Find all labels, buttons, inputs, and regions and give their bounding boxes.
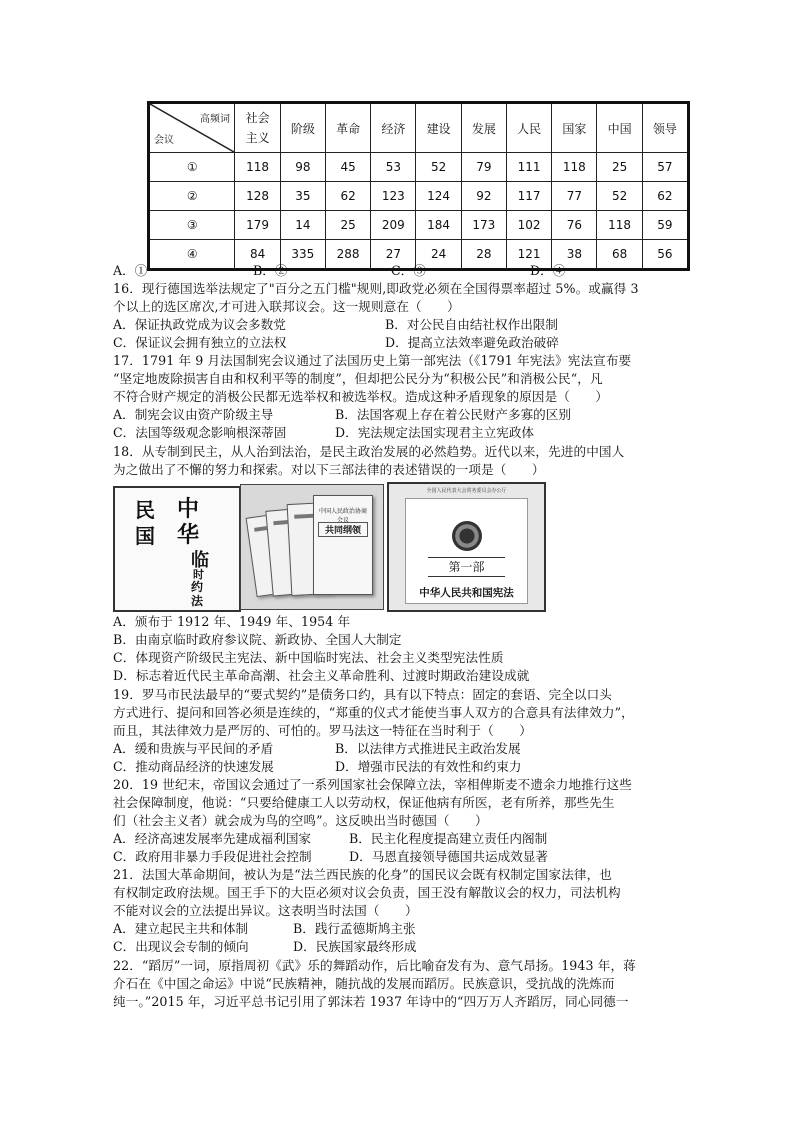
calligraphy-char: 约 (191, 580, 204, 594)
calligraphy-char: 民 (135, 498, 155, 522)
table-cell: 102 (506, 211, 551, 240)
book-cover-title: 共同纲领 (318, 522, 368, 537)
table-cell: 209 (371, 211, 416, 240)
q19-option-d: D．增强市民法的有效性和约束力 (335, 759, 522, 774)
q16-option-c: C．保证议会拥有独立的立法权 (113, 335, 287, 350)
q17-stem-line: 17．1791 年 9 月法国制宪会议通过了法国历史上第一部宪法（《1791 年宪法》宪法宣布要 (113, 353, 632, 368)
q22-stem-line: 22．“蹈厉”一词，原指周初《武》乐的舞蹈动作，后比喻奋发有为、意气昂扬。1943 年，蒋 (113, 958, 636, 973)
table-cell: 121 (506, 240, 551, 270)
q18-option-a: A．颁布于 1912 年、1949 年、1954 年 (113, 614, 351, 629)
header-cell: 建设 (416, 103, 461, 153)
provisional-constitution-image (113, 486, 241, 612)
header-cell: 阶级 (280, 103, 325, 153)
table-row (149, 153, 689, 182)
table-cell: 27 (371, 240, 416, 270)
table-cell: 184 (416, 211, 461, 240)
table-header-row (149, 103, 689, 153)
q16-stem-line: 个以上的选区席次,才可进入联邦议会。这一规则意在（ ） (113, 299, 460, 314)
q17-stem-line: “坚定地废除损害自由和权利平等的制度”，但却把公民分为“积极公民”和消极公民“，凡 (113, 371, 603, 386)
calligraphy-char: 华 (177, 522, 200, 548)
q18-option-c: C．体现资产阶级民主宪法、新中国临时宪法、社会主义类型宪法性质 (113, 650, 504, 665)
table-cell: 118 (597, 211, 642, 240)
corner-top-label: 高频词 (200, 114, 230, 125)
q15-option-b: B．② (253, 263, 288, 278)
table-cell: 124 (416, 182, 461, 211)
q20-stem-line: 20．19 世纪末，帝国议会通过了一系列国家社会保障立法，宰相俾斯麦不遗余力地推行这些 (113, 777, 632, 792)
q19-stem-line: 19．罗马市民法最早的“要式契约”是债务口约，具有以下特点：固定的套语、完全以口头 (113, 687, 612, 702)
table-cell: 173 (461, 211, 506, 240)
q21-stem-line: 有权制定政府法规。国王手下的大臣必须对议会负责，国王没有解散议会的权力，司法机构 (113, 885, 621, 900)
constitution-image (387, 482, 546, 612)
table-cell: 14 (280, 211, 325, 240)
q15-option-d: D．④ (530, 263, 566, 278)
q19-stem-line: 方式进行、提问和回答必须是连续的，“郑重的仪式才能使当事人双方的合意具有法律效力”， (113, 705, 634, 720)
word-frequency-table (147, 101, 690, 271)
table-cell: 68 (597, 240, 642, 270)
calligraphy-char: 法 (191, 594, 204, 608)
constitution-page (405, 498, 528, 604)
q17-option-b: B．法国客观上存在着公民财产多寡的区别 (335, 407, 571, 422)
header-cell: 人民 (506, 103, 551, 153)
header-cell: 国家 (552, 103, 597, 153)
common-programme-image (240, 484, 384, 610)
table-cell: 25 (325, 211, 370, 240)
q19-option-a: A．缓和贵族与平民间的矛盾 (113, 741, 274, 756)
q19-option-b: B．以法律方式推进民主政治发展 (335, 741, 521, 756)
header-cell: 经济 (371, 103, 416, 153)
q21-option-a: A．建立起民主共和体制 (113, 921, 249, 936)
q19-option-c: C．推动商品经济的快速发展 (113, 759, 274, 774)
table-cell: 45 (325, 153, 370, 182)
header-cell: 发展 (461, 103, 506, 153)
header-cell: 社会主义 (235, 103, 280, 153)
q18-stem-line: 为之做出了不懈的努力和探索。对以下三部法律的表述错误的一项是（ ） (113, 462, 545, 477)
table-cell: 57 (642, 153, 688, 182)
table-cell: 56 (642, 240, 688, 270)
table-cell: 28 (461, 240, 506, 270)
table-cell: 123 (371, 182, 416, 211)
q18-option-b: B．由南京临时政府参议院、新政协、全国人大制定 (113, 632, 402, 647)
q15-option-a: A．① (113, 263, 148, 278)
q21-option-c: C．出现议会专制的倾向 (113, 939, 249, 954)
row-label: ② (149, 182, 235, 211)
q17-stem-line: 不符合财产规定的消极公民都无选举权和被选举权。造成这种矛盾现象的原因是（ ） (113, 389, 609, 404)
q16-option-d: D．提高立法效率避免政治破碎 (385, 335, 559, 350)
q16-stem-line: 16．现行德国选举法规定了"百分之五门槛"规则,即政党必须在全国得票率超过 5%。或赢得 3 (113, 281, 639, 296)
constitution-title: 中华人民共和国宪法 (419, 587, 514, 599)
q21-stem-line: 21．法国大革命期间，被认为是“法兰西民族的化身”的国民议会既有权制定国家法律，也 (113, 867, 612, 882)
header-cell: 中国 (597, 103, 642, 153)
table-cell: 117 (506, 182, 551, 211)
table-cell: 128 (235, 182, 280, 211)
q16-option-b: B．对公民自由结社权作出限制 (385, 317, 558, 332)
table-cell: 52 (597, 182, 642, 211)
table-cell: 53 (371, 153, 416, 182)
book-cover-line: 中国人民政治协商会议 (318, 508, 367, 524)
q16-option-a: A．保证执政党成为议会多数党 (113, 317, 286, 332)
q17-option-a: A．制宪会议由资产阶级主导 (113, 407, 274, 422)
q20-option-c: C．政府用非暴力手段促进社会控制 (113, 849, 312, 864)
header-cell: 领导 (642, 103, 688, 153)
q18-stem-line: 18．从专制到民主，从人治到法治，是民主政治发展的必然趋势。近代以来，先进的中国人 (113, 444, 625, 459)
table-cell: 24 (416, 240, 461, 270)
calligraphy-char: 时 (193, 568, 204, 581)
q19-stem-line: 而且，其法律效力是严厉的、可怕的。罗马法这一特征在当时利于（ ） (113, 723, 532, 738)
table-cell: 179 (235, 211, 280, 240)
table-cell: 62 (642, 182, 688, 211)
q20-option-a: A．经济高速发展率先建成福利国家 (113, 831, 312, 846)
table-cell: 118 (552, 153, 597, 182)
q18-option-d: D．标志着近代民主革命高潮、社会主义革命胜利、过渡时期政治建设成就 (113, 668, 530, 683)
constitution-part: 第一部 (428, 557, 505, 577)
table-corner-cell (149, 103, 235, 153)
calligraphy-char: 中 (177, 496, 200, 522)
q20-option-d: D．马恩直接领导德国共运成效显著 (349, 849, 549, 864)
table-row (149, 182, 689, 211)
table-cell: 84 (235, 240, 280, 270)
header-cell: 革命 (325, 103, 370, 153)
corner-bottom-label: 会议 (154, 135, 174, 146)
table-cell: 35 (280, 182, 325, 211)
table-cell: 288 (325, 240, 370, 270)
table-row (149, 211, 689, 240)
row-label: ① (149, 153, 235, 182)
row-label: ③ (149, 211, 235, 240)
table-cell: 118 (235, 153, 280, 182)
q20-stem-line: 社会保障制度，他说：“只要给健康工人以劳动权，保证他病有所医，老有所养，那些先生 (113, 795, 615, 810)
table-cell: 76 (552, 211, 597, 240)
table-cell: 98 (280, 153, 325, 182)
table-cell: 77 (552, 182, 597, 211)
q20-option-b: B．民主化程度提高建立责任内阁制 (349, 831, 548, 846)
q22-stem-line: 介石在《中国之命运》中说“民族精神，随抗战的发展而蹈厉。民族意识，受抗战的洗炼而 (113, 976, 615, 991)
table-cell: 52 (416, 153, 461, 182)
q21-option-b: B．践行孟德斯鸠主张 (293, 921, 416, 936)
table-cell: 92 (461, 182, 506, 211)
calligraphy-char: 国 (135, 524, 155, 548)
table-cell: 111 (506, 153, 551, 182)
table-cell: 25 (597, 153, 642, 182)
constitution-top-line: 全国人民代表大会常务委员会办公厅 (426, 488, 507, 494)
row-label: ④ (149, 240, 235, 270)
q15-option-c: C．③ (391, 263, 426, 278)
table-cell: 335 (280, 240, 325, 270)
table-cell: 38 (552, 240, 597, 270)
calligraphy-char: 临 (191, 550, 209, 571)
q21-stem-line: 不能对议会的立法提出异议。这表明当时法国（ ） (113, 903, 418, 918)
q22-stem-line: 纯一。”2015 年，习近平总书记引用了郭沫若 1937 年诗中的“四万万人齐蹈厉，同心同德一 (113, 994, 629, 1009)
q17-option-c: C．法国等级观念影响根深蒂固 (113, 425, 287, 440)
table-cell: 62 (325, 182, 370, 211)
q21-option-d: D．民族国家最终形成 (293, 939, 417, 954)
table-cell: 59 (642, 211, 688, 240)
q20-stem-line: 们（社会主义者）就会成为鸟的空鸣”。这反映出当时德国（ ） (113, 813, 488, 828)
table-cell: 79 (461, 153, 506, 182)
q17-option-d: D．宪法规定法国实现君主立宪政体 (335, 425, 535, 440)
national-emblem-icon (452, 521, 482, 551)
